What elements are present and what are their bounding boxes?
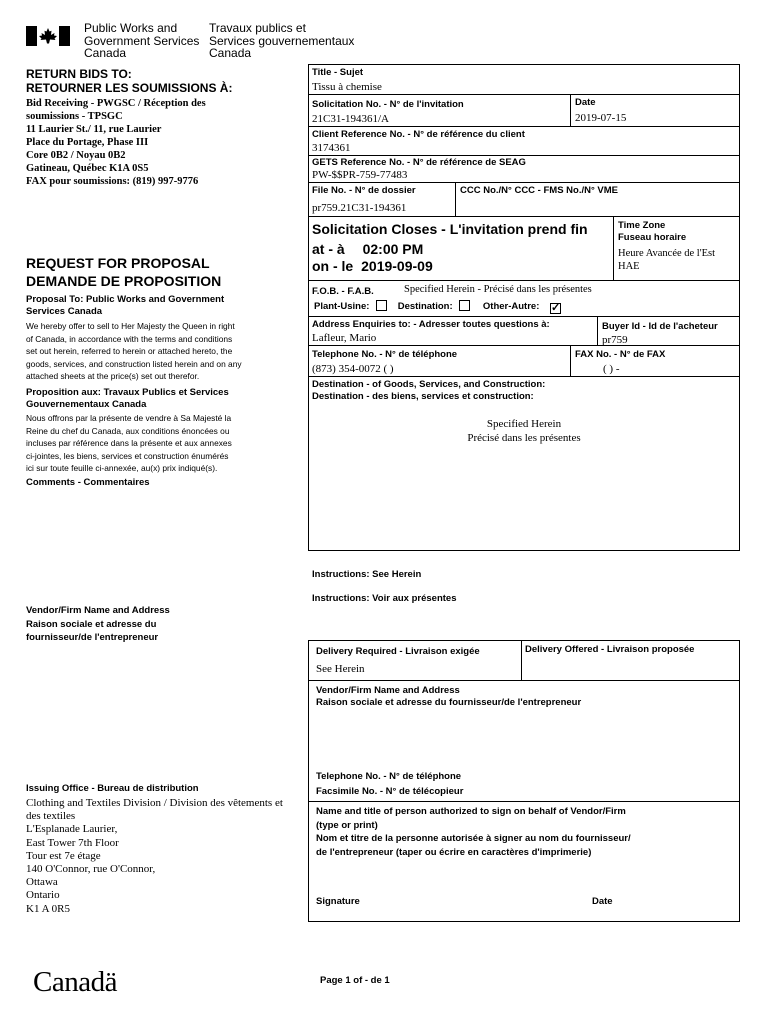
destination-checkbox[interactable] xyxy=(459,300,470,311)
issuing-office-label: Issuing Office - Bureau de distribution xyxy=(26,783,199,794)
title-label: Title - Sujet xyxy=(312,67,364,78)
authorized-signer-label xyxy=(316,805,631,859)
solicitation-no-label: Solicitation No. - N° de l'invitation xyxy=(312,99,464,110)
vendor-left-line: Vendor/Firm Name and Address xyxy=(26,605,170,616)
fob-label: F.O.B. - F.A.B. xyxy=(312,286,374,297)
plant-usine-checkbox[interactable] xyxy=(376,300,387,311)
other-autre-checkbox[interactable] xyxy=(550,303,561,314)
fax-value: ( ) - xyxy=(603,363,620,375)
file-no-value: pr759.21C31-194361 xyxy=(312,202,407,214)
canada-flag-icon xyxy=(26,26,70,46)
vendor-name-label xyxy=(316,685,581,709)
signer-line: Nom et titre de la personne autorisée à signer au nom du fournisseur/ xyxy=(316,833,631,844)
dept-fr-line: Services gouvernementaux xyxy=(209,33,355,48)
destination-goods-value xyxy=(308,418,740,445)
dept-fr-line: Canada xyxy=(209,46,252,60)
address-line: FAX pour soumissions: (819) 997-9776 xyxy=(26,176,199,187)
other-autre-label: Other-Autre: xyxy=(482,301,540,312)
delivery-offered-field[interactable] xyxy=(523,658,737,678)
offer-line: attached sheets at the price(s) set out therefor. xyxy=(26,371,200,382)
tz-value-line: Heure Avancée de l'Est xyxy=(618,248,716,259)
vendor-name-field[interactable] xyxy=(312,712,736,768)
offer-line: We hereby offer to sell to Her Majesty the Queen in right xyxy=(26,321,235,331)
title-value: Tissu à chemise xyxy=(312,81,382,93)
offer-line: set out herein, referred to herein or attached hereto, the xyxy=(26,346,233,357)
facsimile-label: Facsimile No. - N° de télécopieur xyxy=(316,786,464,797)
issuing-line: 140 O'Connor, rue O'Connor, xyxy=(26,863,156,876)
delivery-required-value: See Herein xyxy=(316,663,365,675)
address-enquiries-label: Address Enquiries to: - Adresser toutes questions à: xyxy=(312,319,550,330)
instructions-en: Instructions: See Herein xyxy=(312,569,422,580)
rfp-title-fr: DEMANDE DE PROPOSITION xyxy=(26,273,222,289)
issuing-line: L'Esplanade Laurier, xyxy=(26,823,118,836)
address-line: Place du Portage, Phase III xyxy=(26,137,149,148)
delivery-offered-label: Delivery Offered - Livraison proposée xyxy=(525,644,695,655)
proposition-aux xyxy=(26,387,229,410)
gets-ref-label: GETS Reference No. - N° de référence de SEAG xyxy=(312,157,526,168)
tz-value-line: HAE xyxy=(618,261,640,272)
destination-goods-label xyxy=(312,379,545,403)
offer-text-fr xyxy=(26,412,232,475)
time-zone-label xyxy=(618,220,686,244)
signer-line: (type or print) xyxy=(316,819,378,831)
offer-line: ici sur toute feuille ci-annexée, au(x) prix indiqué(s). xyxy=(26,463,218,474)
authorized-signer-field[interactable] xyxy=(312,862,736,890)
issuing-line: K1 A 0R5 xyxy=(26,902,71,915)
check-mark-icon: ✓ xyxy=(551,302,561,314)
address-line: soumissions - TPSGC xyxy=(26,111,123,122)
issuing-line: des textiles xyxy=(26,810,76,823)
time-zone-value xyxy=(618,247,715,273)
rfp-title xyxy=(26,254,221,290)
address-line: Bid Receiving - PWGSC / Réception des xyxy=(26,98,206,109)
proposal-to-line: Services Canada xyxy=(26,305,103,317)
offer-text-en xyxy=(26,320,242,383)
return-bids-address xyxy=(26,97,206,188)
fob-value: Specified Herein - Précisé dans les présentes xyxy=(404,284,592,295)
dept-en-line: Public Works and xyxy=(84,21,178,35)
closing-date-value: 2019-09-09 xyxy=(361,258,433,274)
destination-value-line: Specified Herein xyxy=(486,418,562,430)
issuing-line: East Tower 7th Floor xyxy=(26,836,119,849)
buyer-id-label: Buyer Id - Id de l'acheteur xyxy=(602,321,718,332)
vendor-label-line: Raison sociale et adresse du fournisseur/de l'entrepreneur xyxy=(316,697,582,708)
signer-line: de l'entrepreneur (taper ou écrire en caractères d'imprimerie) xyxy=(316,846,592,858)
closing-date-row xyxy=(312,258,433,274)
date-label: Date xyxy=(575,97,596,108)
dept-en-line: Canada xyxy=(84,46,127,60)
proposal-to-line: Proposal To: Public Works and Government xyxy=(26,294,225,305)
tz-label-line: Fuseau horaire xyxy=(618,232,687,243)
vendor-label-line: Vendor/Firm Name and Address xyxy=(316,685,460,696)
on-label: on - le xyxy=(312,258,354,274)
solicitation-no-value: 21C31-194361/A xyxy=(312,113,389,125)
fob-options-row xyxy=(314,300,561,314)
phone-label: Telephone No. - N° de téléphone xyxy=(312,349,458,360)
ccc-no-label: CCC No./N° CCC - FMS No./N° VME xyxy=(460,185,619,196)
vendor-left-line: fournisseur/de l'entrepreneur xyxy=(26,632,159,643)
dept-fr-line: Travaux publics et xyxy=(209,21,306,35)
offer-line: Nous offrons par la présente de vendre à Sa Majesté la xyxy=(26,413,232,423)
instructions-fr: Instructions: Voir aux présentes xyxy=(312,593,457,604)
offer-line: of Canada, in accordance with the terms and conditions xyxy=(26,333,233,344)
client-ref-label: Client Reference No. - N° de référence du client xyxy=(312,129,525,140)
rfp-title-en: REQUEST FOR PROPOSAL xyxy=(26,255,210,271)
offer-line: Reine du chef du Canada, aux conditions énoncées ou xyxy=(26,425,230,436)
department-name-en xyxy=(84,22,199,60)
offer-line: goods, services, and construction listed herein and on any xyxy=(26,358,242,369)
destination-label-line: Destination - des biens, services et construction: xyxy=(312,391,534,402)
gets-ref-value: PW-$$PR-759-77483 xyxy=(312,169,408,181)
address-line: Gatineau, Québec K1A 0S5 xyxy=(26,163,149,174)
issuing-line: Clothing and Textiles Division / Division des vêtements et xyxy=(26,797,283,809)
department-name-fr xyxy=(209,22,354,60)
comments-label: Comments - Commentaires xyxy=(26,477,150,488)
at-label: at - à xyxy=(312,241,345,257)
issuing-line: Ottawa xyxy=(26,876,58,889)
buyer-id-value: pr759 xyxy=(602,334,628,346)
page-number: Page 1 of - de 1 xyxy=(320,975,390,986)
vendor-left-label xyxy=(26,604,170,645)
issuing-line: Ontario xyxy=(26,889,60,902)
issuing-office-address xyxy=(26,797,283,916)
canada-wordmark: Canadä xyxy=(33,966,117,998)
delivery-required-label: Delivery Required - Livraison exigée xyxy=(316,646,480,657)
offer-line: ci-jointes, les biens, services et construction énumérés xyxy=(26,450,229,461)
phone-value: (873) 354-0072 ( ) xyxy=(312,363,394,375)
vendor-left-line: Raison sociale et adresse du xyxy=(26,618,157,630)
closing-time-value: 02:00 PM xyxy=(362,241,424,257)
issuing-line: Tour est 7e étage xyxy=(26,849,101,862)
file-no-label: File No. - N° de dossier xyxy=(312,185,416,196)
destination-label-line: Destination - of Goods, Services, and Construction: xyxy=(312,379,546,390)
return-bids-title-fr: RETOURNER LES SOUMISSIONS À: xyxy=(26,81,233,95)
address-line: 11 Laurier St./ 11, rue Laurier xyxy=(26,124,162,135)
return-bids-title xyxy=(26,67,232,95)
proposal-to xyxy=(26,294,224,317)
dept-en-line: Government Services xyxy=(84,33,200,48)
signature-date-label: Date xyxy=(592,896,613,907)
telephone-label: Telephone No. - N° de téléphone xyxy=(316,771,462,782)
fax-label: FAX No. - N° de FAX xyxy=(575,349,666,360)
address-line: Core 0B2 / Noyau 0B2 xyxy=(26,150,126,161)
proposition-line: Gouvernementaux Canada xyxy=(26,398,147,410)
date-value: 2019-07-15 xyxy=(575,112,627,124)
plant-usine-label: Plant-Usine: xyxy=(314,301,370,312)
address-enquiries-value: Lafleur, Mario xyxy=(312,332,377,344)
tz-label-line: Time Zone xyxy=(618,220,666,231)
proposition-line: Proposition aux: Travaux Publics et Services xyxy=(26,387,229,398)
return-bids-title-en: RETURN BIDS TO: xyxy=(26,67,132,81)
offer-line: incluses par référence dans la présente et aux annexes xyxy=(26,438,232,449)
closing-time-row xyxy=(312,241,423,257)
destination-value-line: Précisé dans les présentes xyxy=(467,431,581,444)
signer-line: Name and title of person authorized to sign on behalf of Vendor/Firm xyxy=(316,806,626,817)
destination-label: Destination: xyxy=(397,301,453,312)
solicitation-closes-title: Solicitation Closes - L'invitation prend fin xyxy=(312,221,588,237)
client-ref-value: 3174361 xyxy=(312,142,351,154)
signature-label: Signature xyxy=(316,896,360,907)
